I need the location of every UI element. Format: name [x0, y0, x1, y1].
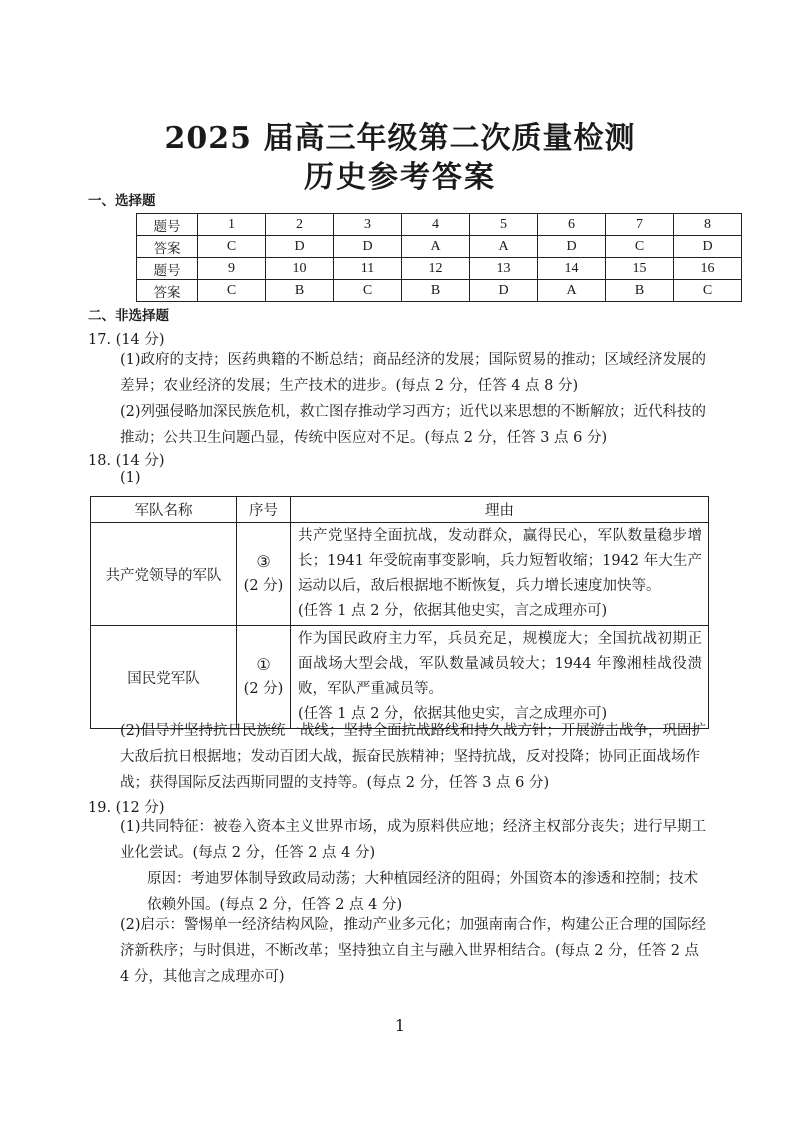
answer-letter: D [674, 236, 742, 258]
question-18-part-1-label: (1) [120, 470, 141, 486]
question-18-heading: 18. (14 分) [88, 453, 165, 469]
question-number: 16 [674, 258, 742, 280]
table-row [137, 214, 742, 236]
row-label: 题号 [137, 258, 198, 280]
answer-letter: C [334, 280, 402, 302]
answer-letter: C [198, 280, 266, 302]
reason-cell [291, 626, 709, 729]
question-number: 11 [334, 258, 402, 280]
question-number: 2 [266, 214, 334, 236]
section-heading-choice: 一、选择题 [88, 193, 156, 209]
exam-subtitle: 历史参考答案 [304, 160, 496, 195]
answer-letter: D [538, 236, 606, 258]
answer-letter: D [266, 236, 334, 258]
answer-letter: B [266, 280, 334, 302]
scoring-note: (任答 1 点 2 分，依据其他史实，言之成理亦可) [298, 603, 608, 619]
row-label: 答案 [137, 280, 198, 302]
question-number: 10 [266, 258, 334, 280]
section-heading-nonchoice: 二、非选择题 [88, 308, 169, 324]
answer-letter: B [606, 280, 674, 302]
question-17-heading: 17. (14 分) [88, 332, 165, 348]
army-name: 国民党军队 [91, 626, 237, 729]
army-name: 共产党领导的军队 [91, 523, 237, 626]
sequence-score: (2 分) [243, 681, 284, 697]
sequence-score: (2 分) [243, 578, 284, 594]
column-header-reason: 理由 [291, 497, 709, 523]
question-number: 9 [198, 258, 266, 280]
sequence-cell [237, 523, 291, 626]
reason-text: 共产党坚持全面抗战，发动群众，赢得民心，军队数量稳步增长；1941 年受皖南事变影响，兵力短暂收缩；1942 年大生产运动以后，敌后根据地不断恢复，兵力增长速度加快等。 [298, 528, 702, 594]
answer-letter: D [470, 280, 538, 302]
question-number: 12 [402, 258, 470, 280]
multiple-choice-answer-table [136, 213, 742, 302]
question-number: 7 [606, 214, 674, 236]
row-label: 答案 [137, 236, 198, 258]
table-row [137, 258, 742, 280]
sequence-cell [237, 626, 291, 729]
answer-letter: D [334, 236, 402, 258]
answer-letter: C [606, 236, 674, 258]
table-row [137, 236, 742, 258]
question-19-part-1-reasons: 原因：考迪罗体制导致政局动荡；大种植园经济的阻碍；外国资本的渗透和控制；技术依赖外国。(每点 2 分，任答 2 点 4 分) [147, 871, 698, 913]
reason-cell [291, 523, 709, 626]
table-row [91, 523, 709, 626]
question-18-part-2: (2)倡导并坚持抗日民族统一战线；坚持全面抗战路线和持久战方针；开展游击战争，巩固扩大敌后抗日根据地；发动百团大战，振奋民族精神；坚持抗战，反对投降；协同正面战场作战；获得国际反法西斯同盟的支持等。(每点 2 分，任答 3 点 6 分) [120, 723, 707, 791]
reason-text: 作为国民政府主力军，兵员充足，规模庞大；全国抗战初期正面战场大型会战，军队数量减员较大；1944 年豫湘桂战役溃败，军队严重减员等。 [298, 631, 702, 697]
question-19-heading: 19. (12 分) [88, 800, 165, 816]
answer-letter: A [538, 280, 606, 302]
question-17-part-1: (1)政府的支持；医药典籍的不断总结；商品经济的发展；国际贸易的推动；区域经济发展的差异；农业经济的发展；生产技术的进步。(每点 2 分，任答 4 点 8 分) [120, 352, 707, 394]
page-number: 1 [394, 1016, 406, 1035]
scoring-note: (任答 1 点 2 分，依据其他史实，言之成理亦可) [298, 706, 608, 722]
answer-letter: B [402, 280, 470, 302]
question-number: 1 [198, 214, 266, 236]
answer-letter: A [470, 236, 538, 258]
answer-letter: A [402, 236, 470, 258]
question-number: 4 [402, 214, 470, 236]
question-17-part-2: (2)列强侵略加深民族危机，救亡图存推动学习西方；近代以来思想的不断解放；近代科技的推动；公共卫生问题凸显，传统中医应对不足。(每点 2 分，任答 3 点 6 分) [120, 404, 707, 446]
table-header-row [91, 497, 709, 523]
answer-letter: C [198, 236, 266, 258]
army-analysis-table [90, 496, 709, 729]
question-19-part-2: (2)启示：警惕单一经济结构风险，推动产业多元化；加强南南合作，构建公正合理的国际经济新秩序；与时俱进，不断改革；坚持独立自主与融入世界相结合。(每点 2 分，任答 2 点 4 分，其他言之成理亦可) [120, 917, 707, 985]
question-number: 13 [470, 258, 538, 280]
answer-letter: C [674, 280, 742, 302]
column-header-sequence: 序号 [237, 497, 291, 523]
question-number: 3 [334, 214, 402, 236]
question-number: 14 [538, 258, 606, 280]
question-number: 15 [606, 258, 674, 280]
sequence-symbol: ③ [256, 552, 271, 571]
table-row [137, 280, 742, 302]
question-number: 5 [470, 214, 538, 236]
question-19-part-1: (1)共同特征：被卷入资本主义世界市场，成为原料供应地；经济主权部分丧失；进行早期工业化尝试。(每点 2 分，任答 2 点 4 分) [120, 819, 707, 861]
table-row [91, 626, 709, 729]
sequence-symbol: ① [256, 655, 271, 674]
question-number: 8 [674, 214, 742, 236]
exam-title: 2025 届高三年级第二次质量检测 [164, 121, 636, 156]
column-header-army-name: 军队名称 [91, 497, 237, 523]
row-label: 题号 [137, 214, 198, 236]
question-number: 6 [538, 214, 606, 236]
